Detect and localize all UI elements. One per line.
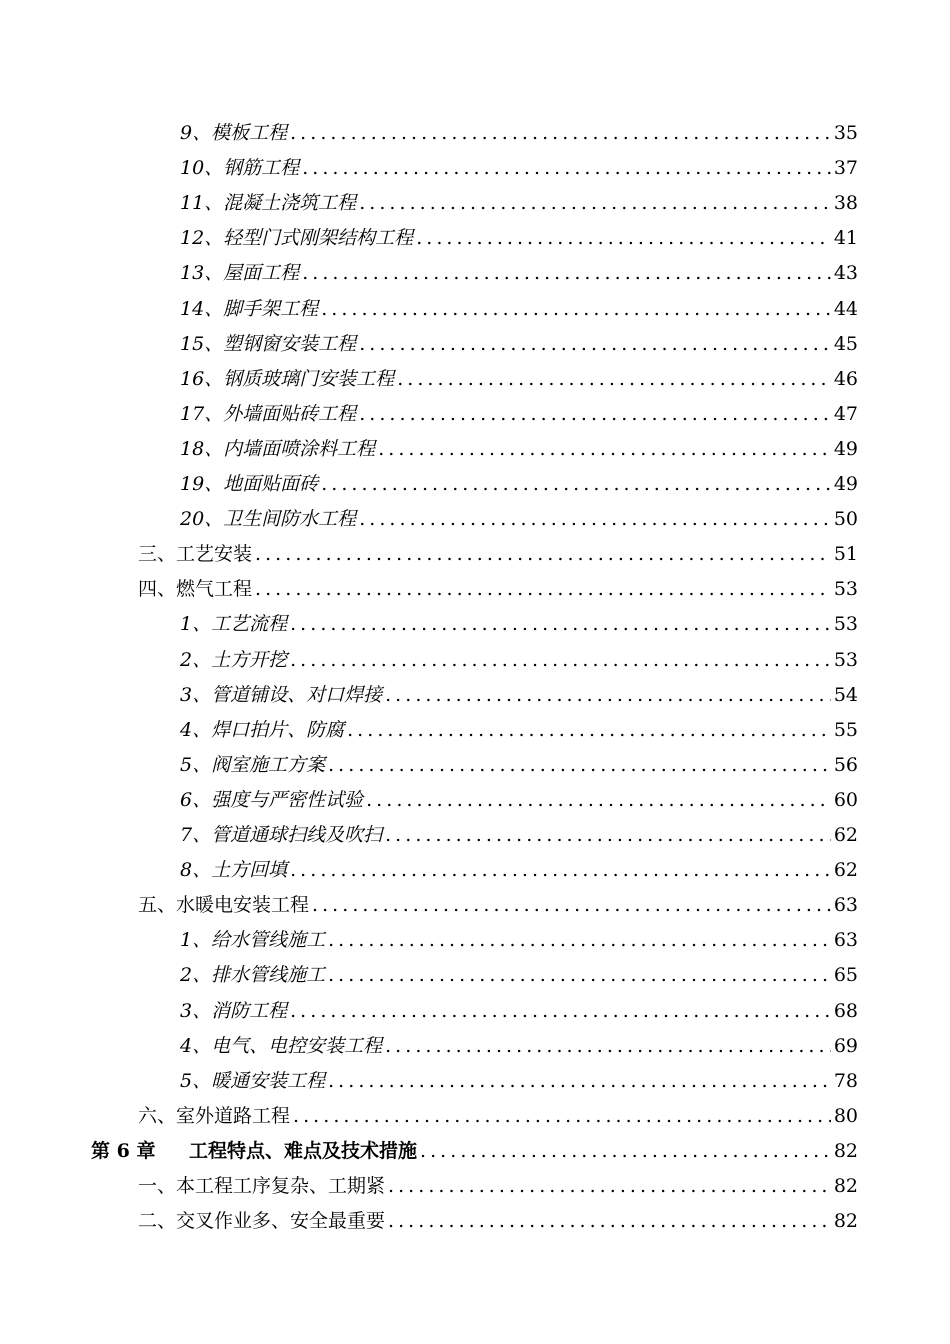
toc-entry-title: 4、电气、电控安装工程 bbox=[180, 1034, 383, 1057]
dot-leader bbox=[347, 712, 831, 748]
toc-page-number: 54 bbox=[833, 683, 858, 706]
toc-entry[interactable] bbox=[0, 185, 858, 221]
dot-leader bbox=[416, 220, 831, 256]
dot-leader bbox=[328, 1063, 831, 1099]
toc-entry[interactable] bbox=[0, 642, 858, 678]
toc-entry-title bbox=[91, 1133, 417, 1169]
toc-entry-title: 3、管道铺设、对口焊接 bbox=[180, 683, 383, 706]
dot-leader bbox=[290, 993, 831, 1029]
toc-entry-title: 2、排水管线施工 bbox=[180, 964, 326, 987]
toc-entry-title: 9、模板工程 bbox=[180, 122, 288, 144]
toc-entry-title: 1、给水管线施工 bbox=[180, 929, 326, 952]
toc-entry-title: 19、地面贴面砖 bbox=[180, 473, 319, 495]
dot-leader bbox=[302, 255, 831, 291]
toc-page-number: 51 bbox=[833, 543, 858, 566]
toc-entry[interactable] bbox=[0, 501, 858, 537]
toc-entry-title: 3、消防工程 bbox=[180, 999, 288, 1022]
toc-entry-title: 20、卫生间防水工程 bbox=[180, 508, 357, 531]
toc-entry[interactable] bbox=[0, 431, 858, 467]
toc-page-number: 78 bbox=[833, 1069, 858, 1092]
dot-leader bbox=[420, 1133, 831, 1169]
dot-leader bbox=[385, 677, 831, 713]
toc-page-number: 69 bbox=[833, 1034, 858, 1057]
dot-leader bbox=[321, 466, 831, 502]
toc-entry[interactable] bbox=[0, 606, 858, 642]
toc-page-number: 45 bbox=[833, 332, 858, 355]
toc-entry-title: 5、暖通安装工程 bbox=[180, 1069, 326, 1092]
toc-page-number: 41 bbox=[833, 227, 858, 250]
toc-entry-title: 六、室外道路工程 bbox=[138, 1104, 291, 1127]
toc-entry[interactable] bbox=[0, 150, 858, 186]
toc-entry[interactable] bbox=[0, 957, 858, 993]
toc-entry[interactable] bbox=[0, 712, 858, 748]
toc-entry[interactable] bbox=[0, 887, 858, 923]
toc-entry[interactable] bbox=[0, 115, 858, 151]
toc-page-number: 65 bbox=[833, 964, 858, 987]
dot-leader bbox=[255, 571, 831, 607]
toc-entry[interactable] bbox=[0, 1063, 858, 1099]
dot-leader bbox=[366, 782, 831, 818]
toc-entry[interactable] bbox=[0, 1098, 858, 1134]
toc-entry-title: 15、塑钢窗安装工程 bbox=[180, 332, 357, 355]
dot-leader bbox=[312, 887, 831, 923]
toc-page-number: 43 bbox=[833, 262, 858, 285]
toc-entry-title: 四、燃气工程 bbox=[138, 578, 253, 601]
toc-page-number: 80 bbox=[833, 1104, 858, 1127]
dot-leader bbox=[378, 431, 831, 467]
toc-entry-title: 13、屋面工程 bbox=[180, 262, 300, 285]
toc-entry[interactable] bbox=[0, 1168, 858, 1204]
toc-entry[interactable] bbox=[0, 993, 858, 1029]
toc-page-number: 63 bbox=[833, 894, 858, 917]
toc-entry-title: 14、脚手架工程 bbox=[180, 297, 319, 320]
dot-leader bbox=[290, 606, 831, 642]
toc-entry-title: 11、混凝土浇筑工程 bbox=[180, 192, 357, 215]
dot-leader bbox=[397, 361, 831, 397]
dot-leader bbox=[359, 185, 831, 221]
toc-entry-title: 8、土方回填 bbox=[180, 859, 288, 882]
toc-entry[interactable] bbox=[0, 817, 858, 853]
dot-leader bbox=[302, 150, 831, 186]
dot-leader bbox=[359, 396, 831, 432]
toc-page-number: 44 bbox=[833, 297, 858, 320]
dot-leader bbox=[290, 642, 831, 678]
toc-page-number: 50 bbox=[833, 508, 858, 531]
toc-page-number: 63 bbox=[833, 929, 858, 952]
toc-entry-title: 五、水暖电安装工程 bbox=[138, 894, 310, 917]
toc-entry-title: 二、交叉作业多、安全最重要 bbox=[138, 1210, 386, 1233]
toc-entry-title: 18、内墙面喷涂料工程 bbox=[180, 437, 376, 460]
toc-entry[interactable] bbox=[0, 782, 858, 818]
dot-leader bbox=[385, 817, 831, 853]
toc-entry[interactable] bbox=[0, 1133, 858, 1169]
dot-leader bbox=[293, 1098, 831, 1134]
toc-page-number: 47 bbox=[833, 402, 858, 425]
toc-page-number: 46 bbox=[833, 367, 858, 390]
toc-page-number: 37 bbox=[833, 157, 858, 180]
toc-entry[interactable] bbox=[0, 220, 858, 256]
toc-entry[interactable] bbox=[0, 396, 858, 432]
dot-leader bbox=[255, 536, 831, 572]
chapter-title: 工程特点、难点及技术措施 bbox=[189, 1139, 418, 1162]
toc-page-number: 82 bbox=[833, 1210, 858, 1233]
toc-page-number: 49 bbox=[833, 473, 858, 495]
dot-leader bbox=[359, 326, 831, 362]
dot-leader bbox=[388, 1203, 831, 1239]
dot-leader bbox=[328, 957, 831, 993]
toc-entry-title: 7、管道通球扫线及吹扫 bbox=[180, 824, 383, 846]
toc-entry-title: 16、钢质玻璃门安装工程 bbox=[180, 367, 395, 390]
toc-entry[interactable] bbox=[0, 466, 858, 502]
toc-entry[interactable] bbox=[0, 571, 858, 607]
toc-page-number: 68 bbox=[833, 999, 858, 1022]
dot-leader bbox=[388, 1168, 831, 1204]
toc-page-number: 82 bbox=[833, 1139, 858, 1162]
dot-leader bbox=[359, 501, 831, 537]
toc-entry-title: 17、外墙面贴砖工程 bbox=[180, 402, 357, 425]
toc-entry[interactable] bbox=[0, 677, 858, 713]
toc-page-number: 53 bbox=[833, 648, 858, 671]
toc-page-number: 62 bbox=[833, 859, 858, 882]
toc-page-number: 38 bbox=[833, 192, 858, 215]
toc-page-number: 35 bbox=[833, 122, 858, 144]
toc-entry[interactable] bbox=[0, 361, 858, 397]
toc-entry-title: 2、土方开挖 bbox=[180, 648, 288, 671]
toc-page-number: 62 bbox=[833, 824, 858, 846]
toc-entry[interactable] bbox=[0, 1028, 858, 1064]
toc-entry[interactable] bbox=[0, 326, 858, 362]
toc-entry[interactable] bbox=[0, 291, 858, 327]
toc-page-number: 53 bbox=[833, 578, 858, 601]
toc-entry[interactable] bbox=[0, 536, 858, 572]
toc-entry-title: 1、工艺流程 bbox=[180, 613, 288, 636]
toc-entry[interactable] bbox=[0, 747, 858, 783]
dot-leader bbox=[290, 115, 831, 151]
toc-page-number: 60 bbox=[833, 788, 858, 811]
toc-page-number: 53 bbox=[833, 613, 858, 636]
toc-page-number: 56 bbox=[833, 753, 858, 776]
dot-leader bbox=[328, 922, 831, 958]
toc-entry[interactable] bbox=[0, 1203, 858, 1239]
toc-entry-title: 一、本工程工序复杂、工期紧 bbox=[138, 1175, 386, 1197]
toc-entry-title: 三、工艺安装 bbox=[138, 543, 253, 566]
toc-entry[interactable] bbox=[0, 852, 858, 888]
toc-entry-title: 5、阀室施工方案 bbox=[180, 753, 326, 776]
toc-entry-title: 6、强度与严密性试验 bbox=[180, 788, 364, 811]
toc-entry-title: 10、钢筋工程 bbox=[180, 157, 300, 180]
toc-page-number: 55 bbox=[833, 718, 858, 741]
dot-leader bbox=[321, 291, 831, 327]
toc-entry-title: 12、轻型门式刚架结构工程 bbox=[180, 227, 414, 250]
dot-leader bbox=[290, 852, 831, 888]
chapter-number: 第 6 章 bbox=[91, 1139, 156, 1162]
toc-entry[interactable] bbox=[0, 922, 858, 958]
toc-entry-title: 4、焊口拍片、防腐 bbox=[180, 718, 345, 741]
dot-leader bbox=[385, 1028, 831, 1064]
toc-page-number: 49 bbox=[833, 437, 858, 460]
toc-page-number: 82 bbox=[833, 1175, 858, 1197]
toc-entry[interactable] bbox=[0, 255, 858, 291]
dot-leader bbox=[328, 747, 831, 783]
